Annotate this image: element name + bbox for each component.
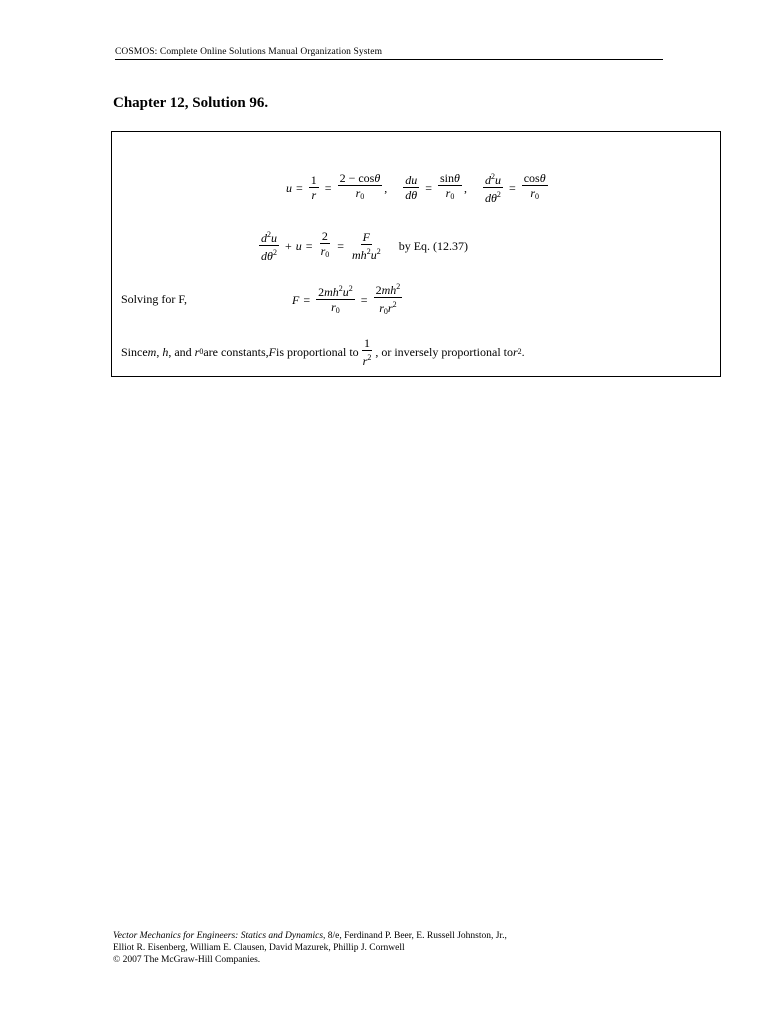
- equation-u-derivatives: u = $\frac{1}{r}$ = $\frac{2 - \cos\theta}{r_0}$ , $\frac{du}{d\theta}$ = $\frac{\sin\theta}{r_0}$ , $\frac{d^2u}{d\theta^2}$ = $\frac{\cos\theta}{r_0}$: [286, 171, 546, 205]
- equation-binet: $\frac{d^2u}{d\theta^2}$ + u = $\frac{2}{r_0}$ = $\frac{F}{mh^2u^2}$ by Eq. (12.37): [261, 229, 469, 263]
- equation-reference: by Eq. (12.37): [398, 238, 469, 253]
- conclusion-sentence: Since m , h , and r 0 are constants, F is proportional to $\frac{1}{r^2}$ , or inversely proportional to r 2 .: [121, 336, 525, 368]
- footer-authors-1: , 8/e, Ferdinand P. Beer, E. Russell Johnston, Jr.,: [323, 931, 507, 941]
- page-header: COSMOS: Complete Online Solutions Manual Organization System: [115, 47, 663, 60]
- solution-box: [111, 131, 721, 377]
- footer-copyright: © 2007 The McGraw-Hill Companies.: [113, 955, 261, 965]
- book-title: Vector Mechanics for Engineers: Statics and Dynamics: [113, 931, 324, 941]
- page-footer: [113, 930, 673, 966]
- equation-force: F = $\frac{2mh^2u^2}{r_0}$ = $\frac{2mh^2}{r_0r^2}$: [292, 282, 401, 316]
- solving-for-label: Solving for F,: [121, 292, 188, 306]
- footer-authors-2: Elliot R. Eisenberg, William E. Clausen, David Mazurek, Phillip J. Cornwell: [113, 943, 405, 953]
- chapter-title: Chapter 12, Solution 96.: [113, 95, 269, 111]
